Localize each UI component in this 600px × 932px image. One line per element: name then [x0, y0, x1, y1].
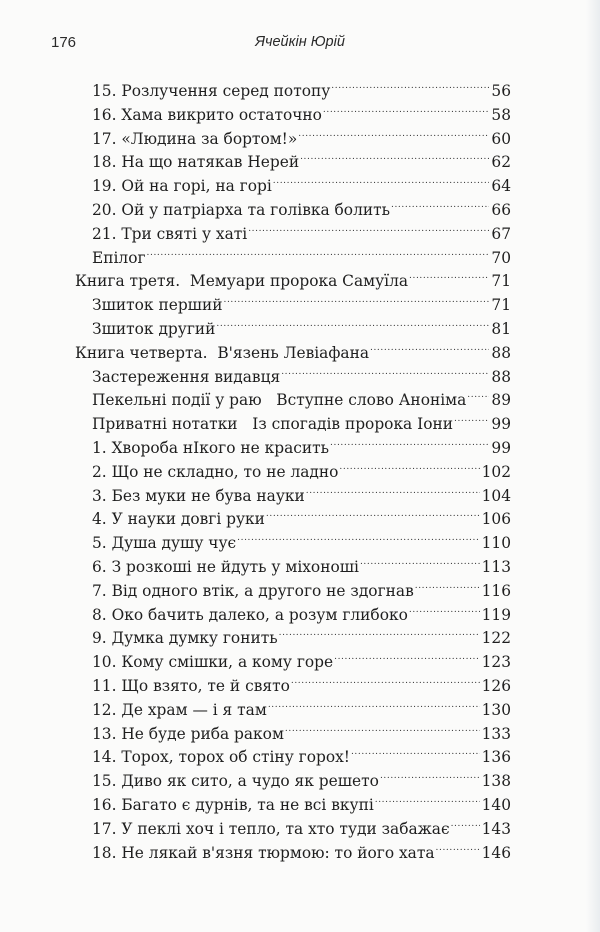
- toc-entry-page-number: 88: [491, 367, 511, 386]
- toc-entry: [92, 524, 511, 553]
- toc-entry-page-number: 140: [481, 796, 511, 814]
- toc-entry: [92, 477, 511, 505]
- toc-entry: [92, 643, 511, 672]
- toc-entry-page-number: 66: [491, 201, 511, 219]
- toc-entry-title: 5. Душа душу чує: [92, 534, 237, 553]
- toc-entry-page-number: 106: [481, 510, 511, 529]
- toc-entry: [92, 405, 511, 434]
- dot-leader: [467, 381, 489, 405]
- toc-entry-page-number: 88: [491, 343, 511, 362]
- dot-leader: [291, 667, 480, 691]
- dot-leader: [375, 786, 480, 810]
- dot-leader: [454, 405, 489, 429]
- toc-entry-title: 19. Ой на горі, на горі: [92, 177, 272, 196]
- dot-leader: [351, 738, 480, 762]
- toc-entry-page-number: 136: [481, 748, 511, 767]
- toc-entry: [92, 786, 511, 814]
- toc-entry: [92, 215, 511, 243]
- toc-entry: [92, 72, 511, 100]
- toc-entry-title: 15. Диво як сито, а чудо як решето: [92, 772, 379, 791]
- dot-leader: [409, 596, 480, 620]
- toc-entry: [92, 548, 511, 576]
- toc-entry-page-number: 133: [481, 724, 511, 743]
- dot-leader: [298, 120, 489, 144]
- toc-entry-title: 12. Де храм — і я там: [92, 700, 267, 719]
- toc-entry: [92, 619, 511, 648]
- toc-entry-page-number: 138: [481, 772, 511, 791]
- toc-entry: [92, 762, 511, 791]
- toc-entry: [92, 572, 511, 600]
- dot-leader: [285, 715, 480, 739]
- toc-entry-page-number: 99: [491, 439, 511, 457]
- toc-entry-title: Застереження видавця: [92, 367, 281, 386]
- toc-entry: [92, 596, 511, 624]
- dot-leader: [391, 191, 489, 215]
- dot-leader: [268, 691, 480, 715]
- toc-entry-title: 20. Ой у патріарха та голівка болить: [92, 201, 391, 219]
- toc-entry-title: Приватні нотатки Із спогадів пророка Іони: [92, 415, 453, 434]
- toc-entry-title: 13. Не буде риба раком: [92, 724, 284, 743]
- toc-entry: [92, 810, 511, 838]
- dot-leader: [281, 358, 489, 382]
- toc-entry-page-number: 122: [481, 629, 511, 648]
- toc-entry-title: 8. Око бачить далеко, а розум глибоко: [92, 605, 408, 624]
- toc-entry-page-number: 110: [481, 534, 511, 553]
- dot-leader: [334, 643, 479, 667]
- toc-entry: [92, 167, 511, 196]
- toc-entry: [92, 286, 511, 315]
- toc-entry-title: Зшиток перший: [92, 296, 223, 315]
- toc-entry: [92, 381, 511, 410]
- toc-entry-title: 16. Багато є дурнів, та не всі вкупі: [92, 796, 374, 814]
- toc-entry-page-number: 119: [481, 605, 511, 624]
- toc-entry: [92, 239, 511, 267]
- toc-entry-page-number: 126: [481, 677, 511, 695]
- toc-entry-page-number: 123: [481, 653, 511, 672]
- toc-entry-page-number: 146: [481, 843, 511, 862]
- dot-leader: [273, 167, 490, 191]
- toc-entry-page-number: 116: [481, 581, 511, 600]
- page-number: 176: [51, 34, 77, 51]
- dot-leader: [279, 619, 480, 643]
- toc-entry-title: 17. «Людина за бортом!»: [92, 129, 298, 148]
- toc-entry: [92, 691, 511, 719]
- toc-entry-title: Книга четверта. В'язень Левіафана: [75, 343, 370, 362]
- dot-leader: [380, 762, 480, 786]
- dot-leader: [409, 262, 489, 286]
- dot-leader: [216, 310, 489, 334]
- toc-entry: [92, 500, 511, 529]
- toc-entry-title: 1. Хвороба нІкого не красить: [92, 439, 330, 457]
- toc-entry-page-number: 113: [481, 558, 511, 576]
- toc-entry-title: Книга третя. Мемуари пророка Самуїла: [75, 272, 409, 291]
- dot-leader: [306, 477, 480, 501]
- page-header: [0, 34, 600, 60]
- running-title: Ячейкін Юрій: [255, 34, 345, 50]
- toc-entry-title: 6. З розкоші не йдуть у міхоноші: [92, 558, 359, 576]
- toc-entry-page-number: 56: [491, 82, 511, 100]
- dot-leader: [370, 334, 489, 358]
- toc-entry-page-number: 62: [491, 153, 511, 172]
- dot-leader: [248, 215, 489, 239]
- toc-entry: [92, 429, 511, 457]
- dot-leader: [415, 572, 480, 596]
- toc-entry-page-number: 64: [491, 177, 511, 196]
- toc-entry: [92, 667, 511, 695]
- toc-entry-page-number: 143: [481, 819, 511, 838]
- toc-entry-page-number: 67: [491, 224, 511, 243]
- page-edge-shadow: [586, 0, 600, 932]
- toc-entry-page-number: 60: [491, 129, 511, 148]
- toc-entry: [92, 453, 511, 481]
- toc-entry-title: Зшиток другий: [92, 320, 216, 338]
- toc-entry: [92, 358, 511, 386]
- dot-leader: [451, 810, 480, 834]
- toc-entry-title: 3. Без муки не бува науки: [92, 486, 305, 505]
- toc-entry-title: 18. Не лякай в'язня тюрмою: то його хата: [92, 843, 435, 862]
- toc-entry-page-number: 102: [481, 462, 511, 481]
- toc-entry: [92, 715, 511, 743]
- toc-entry-title: 2. Що не складно, то не ладно: [92, 462, 339, 481]
- toc-entry: [92, 120, 511, 148]
- toc-entry: [92, 143, 511, 172]
- toc-entry-title: Пекельні події у раю Вступне слово Аноніма: [92, 391, 467, 410]
- toc-entry: [92, 96, 511, 124]
- toc-entry-title: 10. Кому смішки, а кому горе: [92, 653, 334, 672]
- toc-entry-page-number: 71: [491, 272, 511, 291]
- toc-entry-title: 16. Хама викрито остаточно: [92, 105, 322, 124]
- toc-entry-page-number: 70: [491, 248, 511, 267]
- dot-leader: [266, 500, 480, 524]
- toc-entry-page-number: 58: [491, 105, 511, 124]
- dot-leader: [147, 239, 490, 263]
- toc-entry: [92, 310, 511, 338]
- toc-entry-page-number: 89: [491, 391, 511, 410]
- dot-leader: [339, 453, 479, 477]
- toc-entry: [92, 738, 511, 767]
- dot-leader: [360, 548, 480, 572]
- toc-entry-page-number: 130: [481, 700, 511, 719]
- toc-entry: [92, 191, 511, 219]
- toc-entry-title: 18. На що натякав Нерей: [92, 153, 300, 172]
- toc-entry-page-number: 104: [481, 486, 511, 505]
- dot-leader: [330, 429, 489, 453]
- toc-entry-page-number: 99: [491, 415, 511, 434]
- toc-entry-title: 15. Розлучення серед потопу: [92, 82, 331, 100]
- toc-entry-title: 9. Думка думку гонить: [92, 629, 278, 648]
- toc-entry-page-number: 71: [491, 296, 511, 315]
- toc-entry-title: 21. Три святі у хаті: [92, 224, 248, 243]
- toc-entry: [92, 834, 511, 862]
- toc-entry-page-number: 81: [491, 320, 511, 338]
- toc-entry-title: 17. У пеклі хоч і тепло, та хто туди забажає: [92, 819, 450, 838]
- dot-leader: [331, 72, 489, 96]
- dot-leader: [436, 834, 480, 858]
- toc-entry-title: 4. У науки довгі руки: [92, 510, 265, 529]
- toc-entry-title: 14. Торох, торох об стіну горох!: [92, 748, 350, 767]
- dot-leader: [237, 524, 479, 548]
- toc-entry-title: 7. Від одного втік, а другого не здогнав: [92, 581, 414, 600]
- toc-entry-title: 11. Що взято, те й свято: [92, 677, 290, 695]
- dot-leader: [323, 96, 489, 120]
- dot-leader: [300, 143, 489, 167]
- toc-book-heading: [75, 262, 511, 291]
- dot-leader: [224, 286, 490, 310]
- toc-book-heading: [75, 334, 511, 362]
- toc-entry-title: Епілог: [92, 248, 146, 267]
